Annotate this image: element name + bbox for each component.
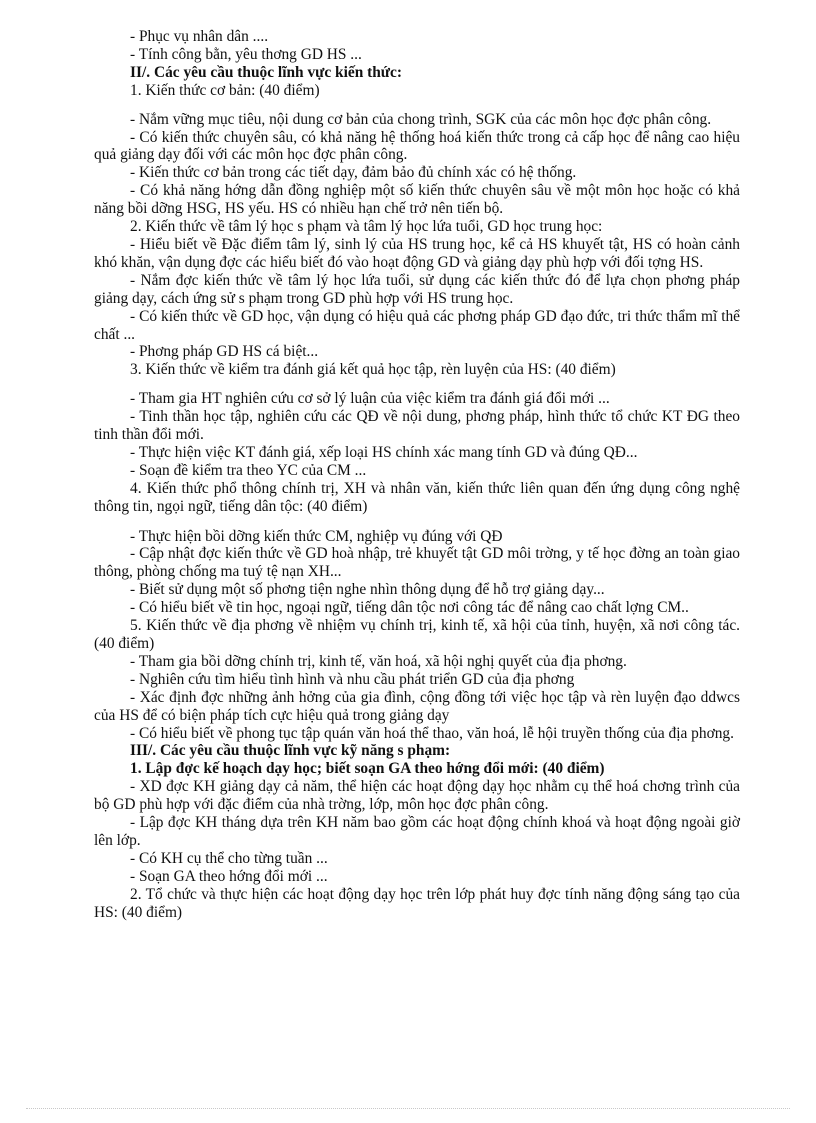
paragraph: - Tính công bằn, yêu thơng GD HS ... bbox=[130, 45, 362, 63]
paragraph: - Soạn đề kiểm tra theo YC của CM ... bbox=[130, 461, 367, 479]
paragraph: - Phục vụ nhân dân .... bbox=[130, 28, 269, 45]
paragraph: 3. Kiến thức về kiểm tra đánh giá kết quả học tập, rèn luyện của HS: (40 điểm) bbox=[130, 361, 616, 379]
section-heading: 1. Lập đợc kế hoạch dạy học; biết soạn GA theo hớng đổi mới: (40 điểm) bbox=[130, 760, 605, 778]
paragraph: - Phơng pháp GD HS cá biệt... bbox=[130, 343, 319, 361]
paragraph: - Soạn GA theo hớng đổi mới ... bbox=[130, 867, 328, 885]
paragraph: 4. Kiến thức phổ thông chính trị, XH và nhân văn, kiến thức liên quan đến ứng dụng công nghệ thông tin, ngọi ngữ, tiếng dân tộc: (40 điểm) bbox=[94, 479, 740, 515]
paragraph: 2. Kiến thức về tâm lý học s phạm và tâm lý học lứa tuổi, GD học trung học: bbox=[130, 218, 603, 236]
paragraph: 5. Kiến thức về địa phơng về nhiệm vụ chính trị, kinh tế, xã hội của tỉnh, huyện, xã nơi công tác. (40 điểm) bbox=[94, 617, 740, 652]
paragraph: - Tham gia bồi dỡng chính trị, kinh tế, văn hoá, xã hội nghị quyết của địa phơng. bbox=[130, 652, 627, 670]
paragraph: - Hiểu biết về Đặc điểm tâm lý, sinh lý của HS trung học, kể cả HS khuyết tật, HS có hoàn cảnh khó khăn, vận dụng đợc các hiểu biết đó vào hoạt động GD và giảng dạy phù hợp với đối tợng HS. bbox=[94, 235, 740, 271]
paragraph: - Nắm đợc kiến thức về tâm lý học lứa tuổi, sử dụng các kiến thức đó để lựa chọn phơng pháp giảng dạy, cách ứng sử s phạm trong GD phù hợp với HS trung học. bbox=[94, 271, 740, 307]
paragraph: - Có khả năng hớng dẫn đồng nghiệp một số kiến thức chuyên sâu về một môn học hoặc có khả năng bồi dỡng HSG, HS yếu. HS có nhiều hạn chế trở nên tiến bộ. bbox=[94, 182, 740, 218]
paragraph: 2. Tổ chức và thực hiện các hoạt động dạy học trên lớp phát huy đợc tính năng động sáng tạo của HS: (40 điểm) bbox=[94, 885, 740, 921]
paragraph: 1. Kiến thức cơ bản: (40 điểm) bbox=[130, 81, 320, 99]
page-bottom-border bbox=[26, 1108, 790, 1109]
document-body bbox=[94, 28, 740, 922]
paragraph: - Lập đợc KH tháng dựa trên KH năm bao gồm các hoạt động chính khoá và hoạt động ngoài giờ lên lớp. bbox=[94, 814, 740, 849]
paragraph: - Kiến thức cơ bản trong các tiết dạy, đảm bảo đủ chính xác có hệ thống. bbox=[130, 164, 577, 182]
paragraph: - Biết sử dụng một số phơng tiện nghe nhìn thông dụng để hỗ trợ giảng dạy... bbox=[130, 581, 605, 599]
paragraph: - Thực hiện việc KT đánh giá, xếp loại HS chính xác mang tính GD và đúng QĐ... bbox=[130, 443, 638, 461]
paragraph: - Nắm vững mục tiêu, nội dung cơ bản của chong trình, SGK của các môn học đợc phân công. bbox=[130, 110, 712, 128]
paragraph: - Có hiểu biết về tin học, ngoại ngữ, tiếng dân tộc nơi công tác để nâng cao chất lợng CM.. bbox=[130, 599, 689, 617]
paragraph: - Tham gia HT nghiên cứu cơ sở lý luận của việc kiểm tra đánh giá đổi mới ... bbox=[130, 390, 610, 408]
paragraph: - Có kiến thức về GD học, vận dụng có hiệu quả các phơng pháp GD đạo đức, tri thức thẩm mĩ thể chất ... bbox=[94, 307, 740, 343]
paragraph: - XD đợc KH giảng dạy cả năm, thể hiện các hoạt động dạy học nhằm cụ thể hoá chơng trình của bộ GD phù hợp với đặc điểm của nhà trờng, lớp, môn học đợc phân công. bbox=[94, 778, 740, 814]
paragraph: - Có KH cụ thể cho từng tuần ... bbox=[130, 849, 328, 867]
paragraph: - Có kiến thức chuyên sâu, có khả năng hệ thống hoá kiến thức trong cả cấp học để nâng cao hiệu quả giảng dạy đối với các môn học đợc phân công. bbox=[94, 128, 740, 164]
paragraph: - Tinh thần học tập, nghiên cứu các QĐ về nội dung, phơng pháp, hình thức tổ chức KT ĐG theo tinh thần đổi mới. bbox=[94, 408, 740, 444]
paragraph: - Có hiểu biết về phong tục tập quán văn hoá thể thao, văn hoá, lễ hội truyền thống của địa phơng. bbox=[130, 724, 734, 742]
section-heading: II/. Các yêu cầu thuộc lĩnh vực kiến thức: bbox=[130, 63, 403, 81]
paragraph: - Cập nhật đợc kiến thức về GD hoà nhập, trẻ khuyết tật GD môi trờng, y tế học đờng an toàn giao thông, phòng chống ma tuý tệ nạn XH... bbox=[94, 545, 740, 581]
paragraph: - Thực hiện bồi dỡng kiến thức CM, nghiệp vụ đúng với QĐ bbox=[130, 527, 503, 545]
section-heading: III/. Các yêu cầu thuộc lĩnh vực kỹ năng s phạm: bbox=[130, 742, 451, 760]
paragraph: - Nghiên cứu tìm hiểu tình hình và nhu cầu phát triển GD của địa phơng bbox=[130, 670, 575, 688]
paragraph: - Xác định đợc những ảnh hởng của gia đình, cộng đồng tới việc học tập và rèn luyện đạo ddwcs của HS để có biện pháp tích cực hiệu quả trong giảng dạy bbox=[94, 688, 740, 724]
